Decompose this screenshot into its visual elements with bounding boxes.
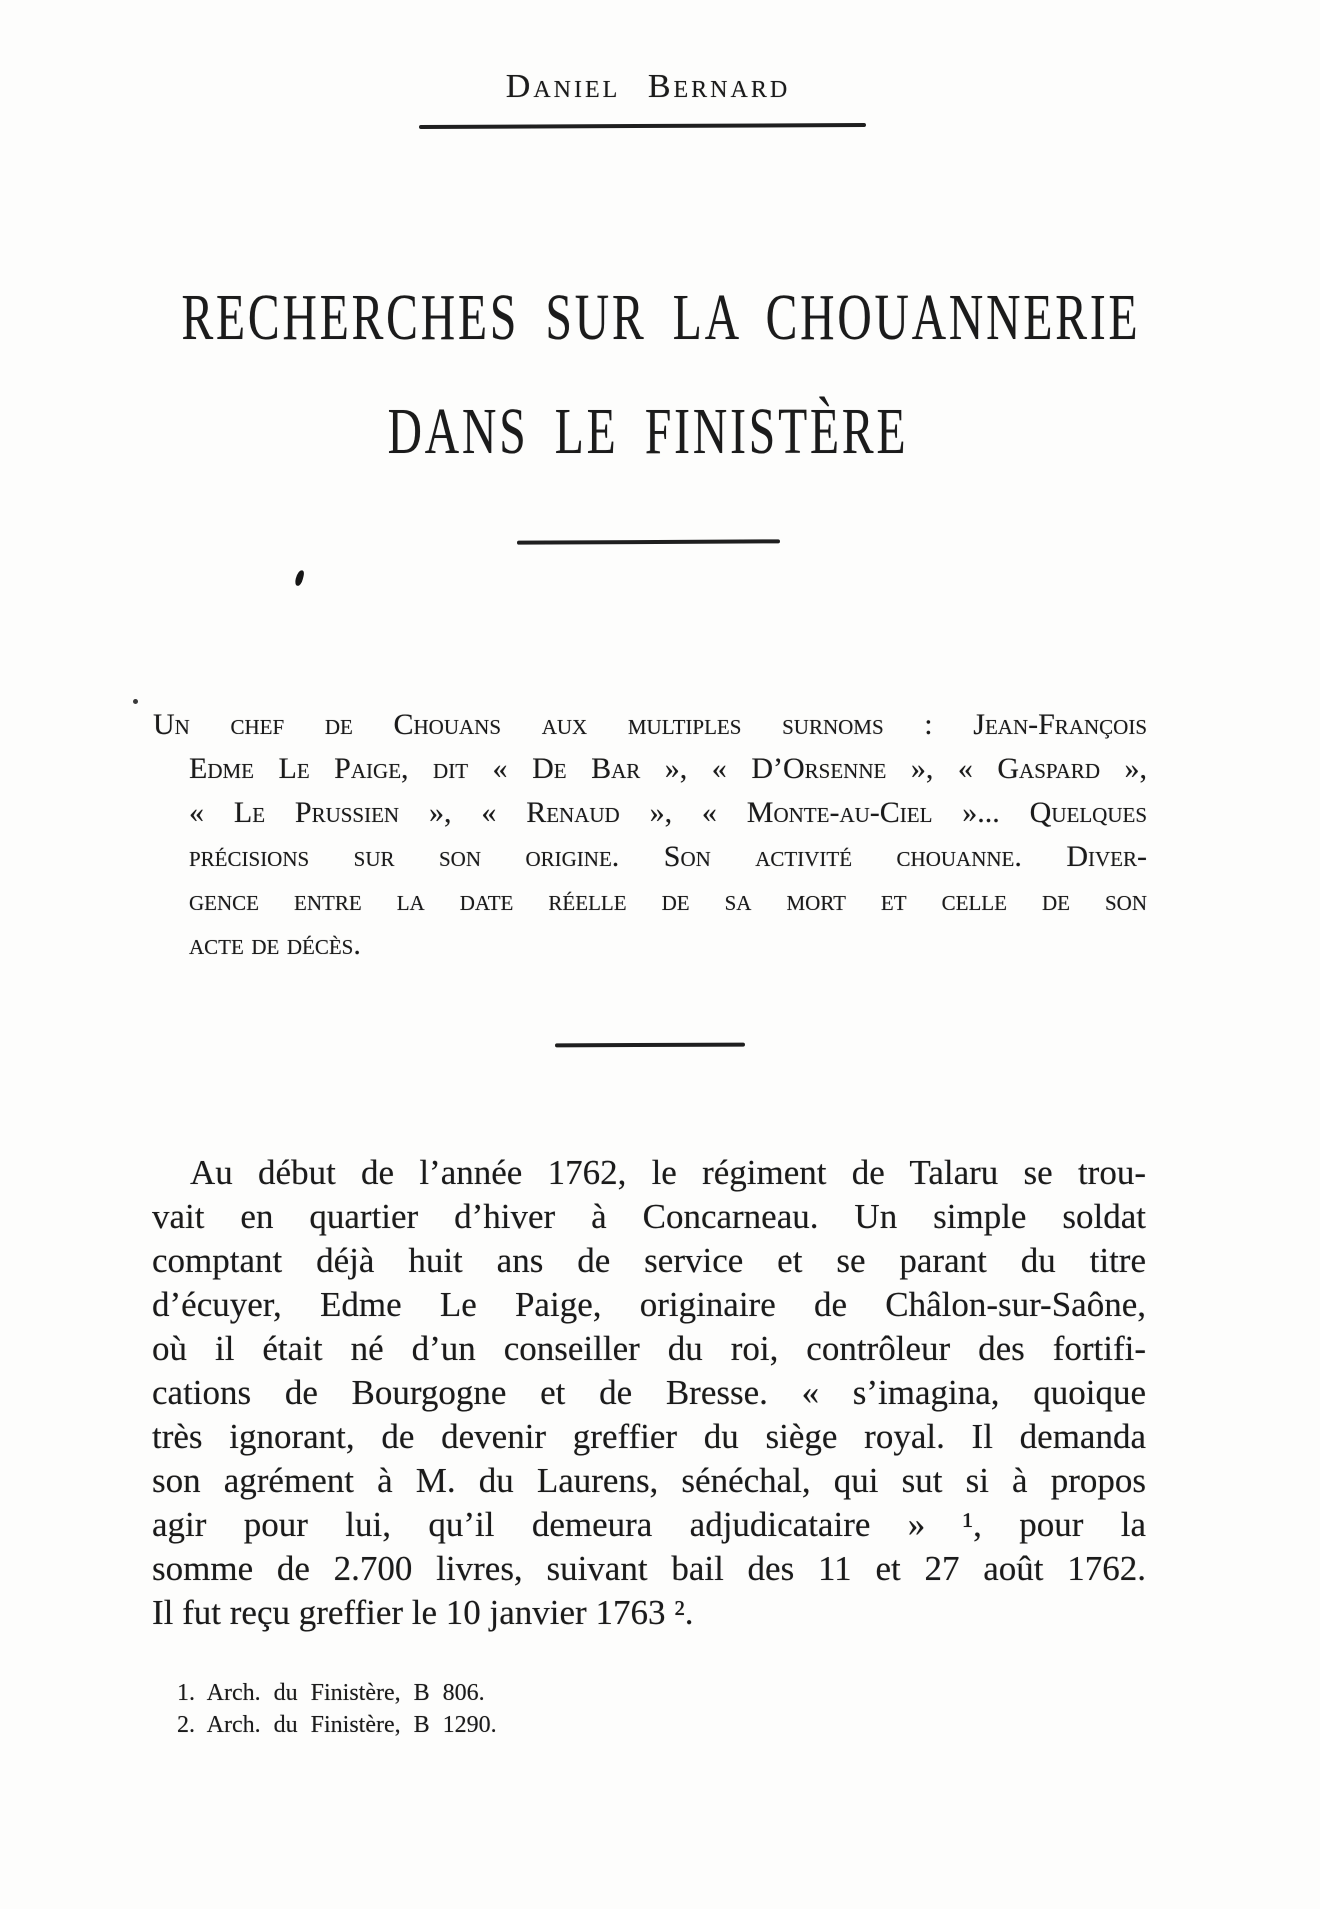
body-paragraph (152, 1151, 1146, 1635)
abstract-line: « Le Prussien », « Renaud », « Monte-au-Ciel »... Quelques (189, 796, 1147, 829)
abstract-line: Edme Le Paige, dit « De Bar », « D’Orsenne », « Gaspard », (189, 752, 1147, 785)
body-line: où il était né d’un conseiller du roi, contrôleur des fortifi- (152, 1329, 1146, 1368)
author-name: Daniel Bernard (505, 68, 791, 105)
body-line: d’écuyer, Edme Le Paige, originaire de Châlon-sur-Saône, (152, 1285, 1146, 1324)
article-title-line-2: DANS LE FINISTÈRE (387, 395, 909, 468)
body-line: agir pour lui, qu’il demeura adjudicataire » ¹, pour la (152, 1505, 1146, 1544)
body-line: vait en quartier d’hiver à Concarneau. Un simple soldat (152, 1197, 1146, 1236)
footnotes-block (177, 1677, 497, 1741)
body-line: très ignorant, de devenir greffier du siège royal. Il demanda (152, 1417, 1146, 1456)
abstract-summary (153, 703, 1147, 967)
author-rule (419, 123, 866, 129)
abstract-line: acte de décès. (189, 928, 361, 961)
abstract-line: gence entre la date réelle de sa mort et celle de son (189, 884, 1147, 917)
print-artifact-mark (294, 569, 305, 586)
article-title-line-1: RECHERCHES SUR LA CHOUANNERIE (181, 281, 1141, 354)
footnote: 1. Arch. du Finistère, B 806. (177, 1680, 485, 1706)
body-line: Au début de l’année 1762, le régiment de Talaru se trou- (190, 1153, 1146, 1192)
body-line: somme de 2.700 livres, suivant bail des 11 et 27 août 1762. (152, 1549, 1146, 1588)
section-divider-rule (555, 1043, 745, 1048)
body-line: comptant déjà huit ans de service et se parant du titre (152, 1241, 1146, 1280)
body-line: Il fut reçu greffier le 10 janvier 1763 ². (152, 1593, 694, 1632)
footnote: 2. Arch. du Finistère, B 1290. (177, 1712, 497, 1738)
abstract-line: Un chef de Chouans aux multiples surnoms : Jean-François (153, 708, 1147, 741)
body-line: cations de Bourgogne et de Bresse. « s’imagina, quoique (152, 1373, 1146, 1412)
print-artifact-dot (133, 699, 138, 704)
abstract-line: précisions sur son origine. Son activité chouanne. Diver- (189, 840, 1147, 873)
title-rule (517, 539, 780, 544)
body-line: son agrément à M. du Laurens, sénéchal, qui sut si à propos (152, 1461, 1146, 1500)
